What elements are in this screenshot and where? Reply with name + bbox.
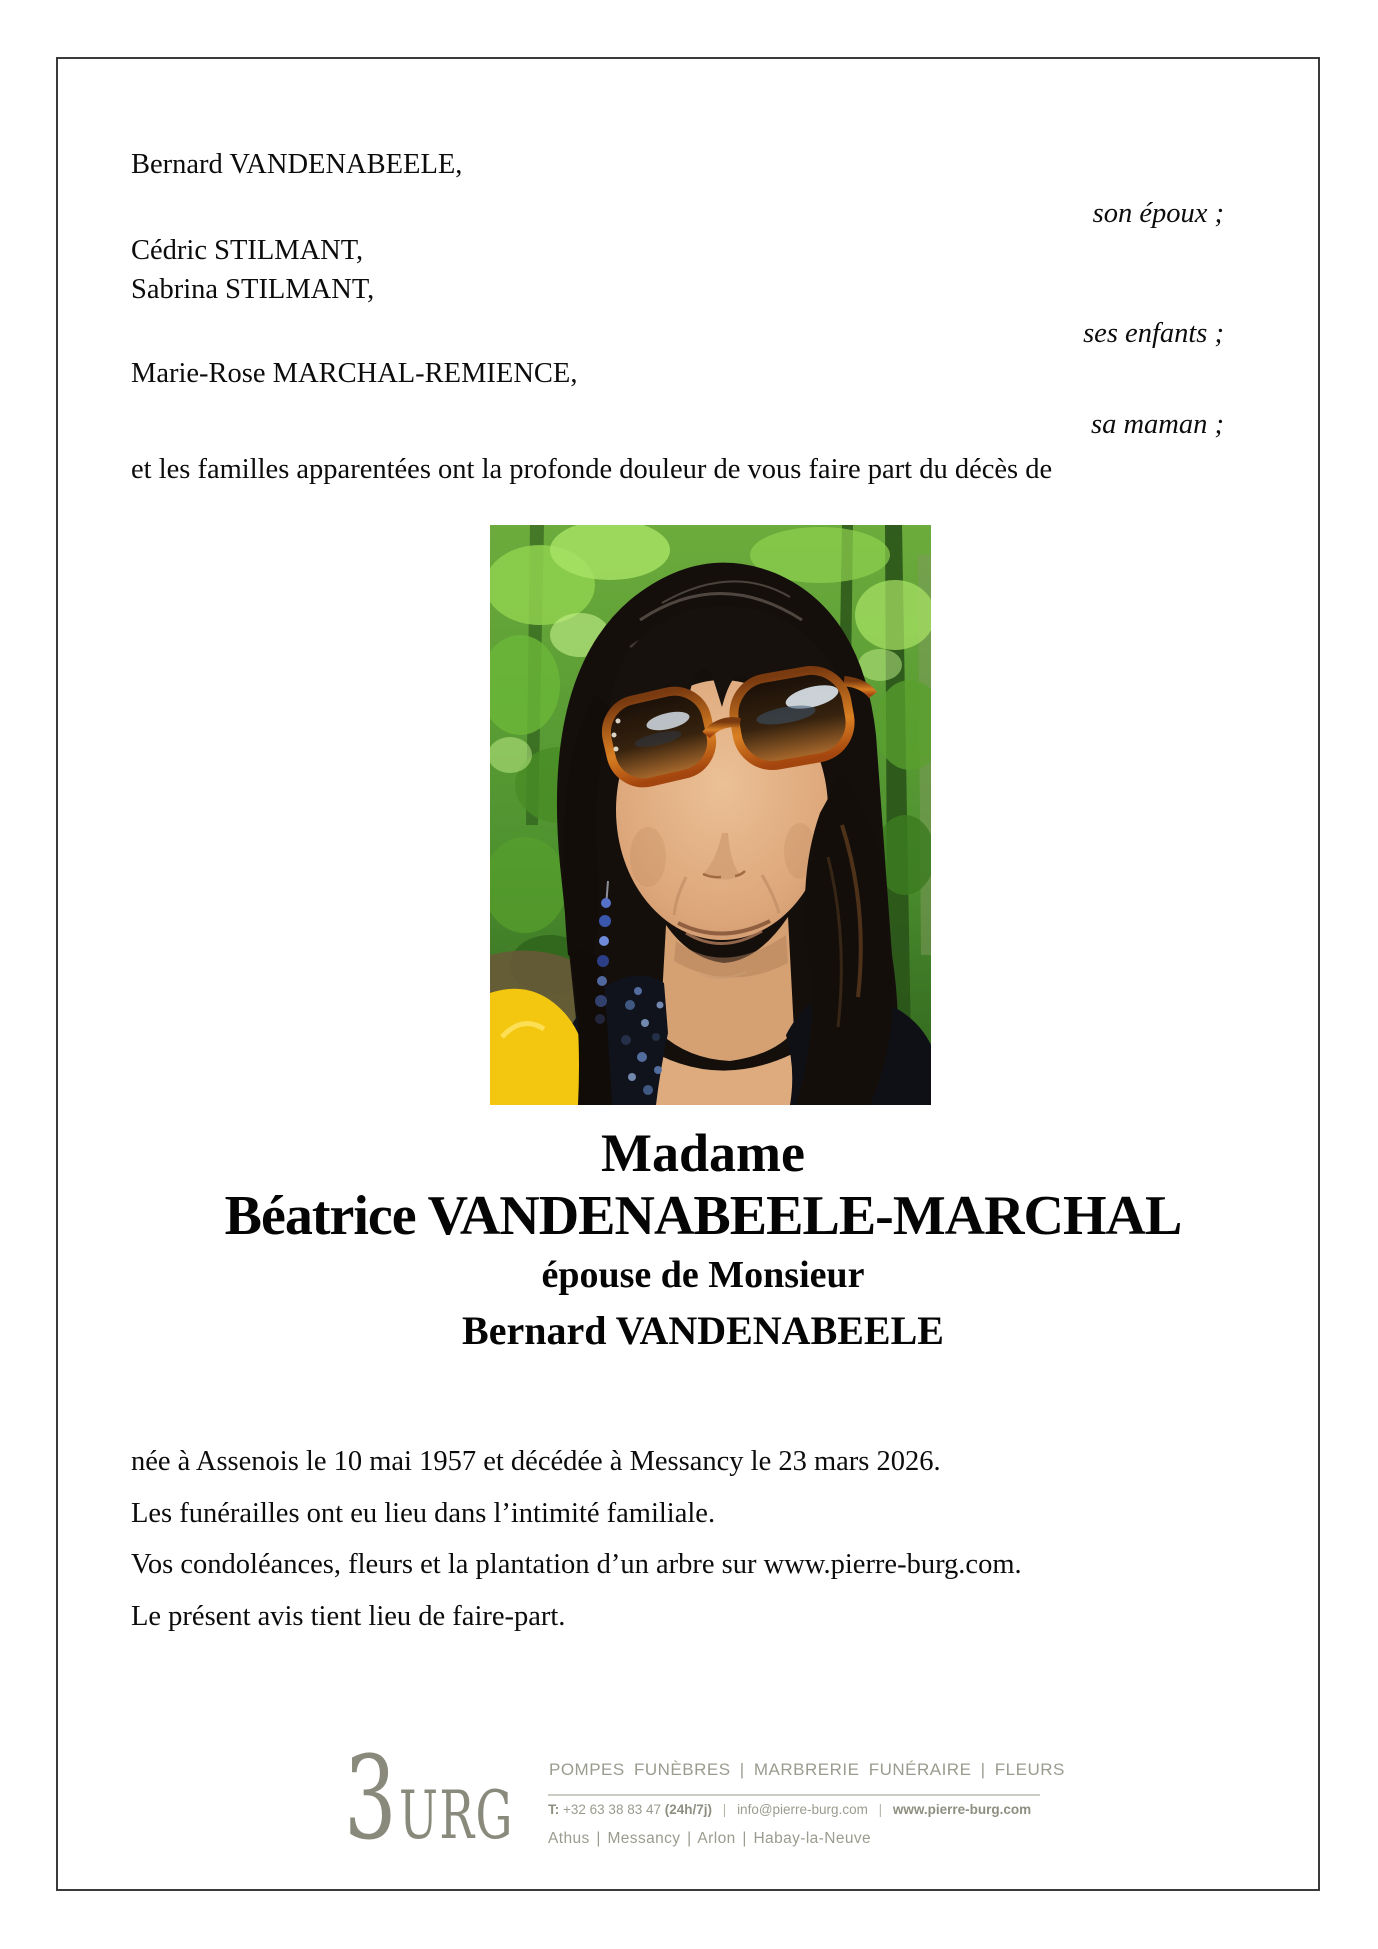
footer-locations-line: Athus | Messancy | Arlon | Habay-la-Neuve: [548, 1830, 872, 1847]
family-name-daughter: Sabrina STILMANT,: [131, 274, 375, 305]
detail-funeral: Les funérailles ont eu lieu dans l’intimité familiale.: [131, 1498, 716, 1529]
family-name-son: Cédric STILMANT,: [131, 235, 364, 266]
spouse-name: Bernard VANDENABEELE: [462, 1308, 944, 1353]
burg-logo-glyph: 3: [344, 1732, 397, 1866]
relation-husband: son époux ;: [1092, 198, 1224, 229]
spouse-prefix: épouse de Monsieur: [541, 1254, 865, 1296]
detail-notice: Le présent avis tient lieu de faire-part.: [131, 1601, 566, 1632]
footer-divider: [548, 1794, 1040, 1796]
announcement-intro: et les familles apparentées ont la profonde douleur de vous faire part du décès de: [131, 454, 1053, 485]
footer-contact-line: [548, 1802, 1108, 1817]
portrait-photo: [490, 525, 931, 1105]
burg-logo-letters: URG: [399, 1777, 515, 1854]
relation-mother: sa maman ;: [1091, 409, 1224, 440]
separator-icon: |: [722, 1802, 727, 1817]
separator-icon: |: [878, 1802, 883, 1817]
detail-condolences: Vos condoléances, fleurs et la plantation d’un arbre sur www.pierre-burg.com.: [131, 1549, 1022, 1580]
family-name-mother: Marie-Rose MARCHAL-REMIENCE,: [131, 358, 578, 389]
footer-services-line: POMPES FUNÈBRES | MARBRERIE FUNÉRAIRE | FLEURS: [549, 1760, 1065, 1779]
detail-birth-death: née à Assenois le 10 mai 1957 et décédée à Messancy le 23 mars 2026.: [131, 1446, 941, 1477]
deceased-title: Madame: [601, 1123, 805, 1183]
deceased-name: Béatrice VANDENABEELE-MARCHAL: [224, 1185, 1182, 1247]
relation-children: ses enfants ;: [1083, 318, 1224, 349]
phone-label: T:: [548, 1802, 560, 1817]
website-text: www.pierre-burg.com: [892, 1802, 1032, 1817]
deceased-title-block: [64, 1122, 1342, 1359]
email-text: info@pierre-burg.com: [737, 1802, 868, 1817]
phone-number: +32 63 38 83 47: [563, 1802, 661, 1817]
family-name-husband: Bernard VANDENABEELE,: [131, 149, 463, 180]
burg-logo: [344, 1732, 563, 1866]
hours-badge: (24h/7j): [664, 1802, 713, 1817]
